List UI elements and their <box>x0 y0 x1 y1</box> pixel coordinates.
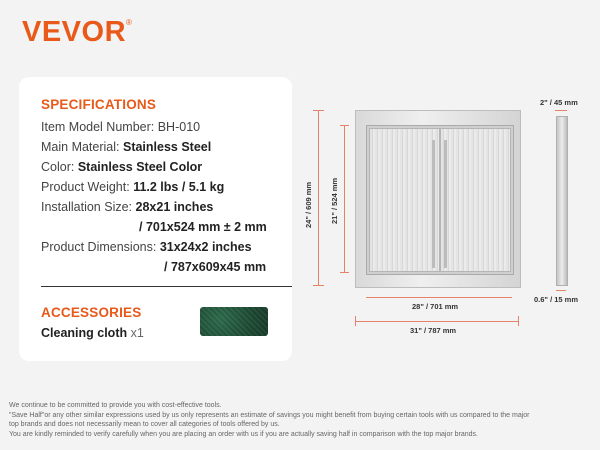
height-inner-tick-top <box>340 125 349 126</box>
disclaimer-line-2: "Save Half"or any other similar expressions used by us only represents an estimate of savings you might benefit from buying certain tools with us compared to the major <box>9 411 530 419</box>
brand-name: VEVOR <box>22 16 127 48</box>
width-outer-line <box>355 321 519 322</box>
door-panel-right <box>440 128 511 272</box>
install-value: 28x21 inches <box>135 200 214 214</box>
accessory-qty: x1 <box>130 326 144 340</box>
dim-depth: 2" / 45 mm <box>540 98 578 107</box>
height-inner-line <box>344 125 345 273</box>
cleaning-cloth-image <box>200 307 268 336</box>
spec-color <box>41 160 202 174</box>
accessory-name: Cleaning cloth <box>41 326 128 340</box>
width-outer-tick-left <box>355 316 356 326</box>
dim-height-inner: 21" / 524 mm <box>330 177 339 224</box>
spec-material <box>41 140 211 154</box>
disclaimer-line-3: top brands and does not necessarily mean to cover all categories of tools offered by us. <box>9 421 280 428</box>
dims-label: Product Dimensions: <box>41 240 157 254</box>
weight-value: 11.2 lbs / 5.1 kg <box>133 180 225 194</box>
door-handle-right <box>444 140 447 268</box>
color-value: Stainless Steel Color <box>77 160 203 174</box>
side-profile <box>556 116 568 286</box>
section-divider <box>41 286 292 287</box>
width-inner-line <box>366 297 512 298</box>
door-panel-left <box>369 128 440 272</box>
dim-flange: 0.6" / 15 mm <box>534 295 578 304</box>
accessories-title: ACCESSORIES <box>41 305 142 320</box>
model-label: Item Model Number: <box>41 120 155 134</box>
dim-width-outer: 31" / 787 mm <box>410 326 457 335</box>
brand-logo <box>22 16 132 49</box>
material-value: Stainless Steel <box>122 140 212 154</box>
depth-line <box>555 110 567 111</box>
height-outer-tick-bottom <box>313 285 324 286</box>
dim-height-outer: 24" / 609 mm <box>304 181 313 228</box>
install-label: Installation Size: <box>41 200 133 214</box>
disclaimer <box>9 401 591 439</box>
color-label: Color: <box>41 160 75 174</box>
height-inner-tick-bottom <box>340 272 349 273</box>
registered-mark: ® <box>126 18 133 27</box>
spec-model <box>41 120 200 134</box>
spec-weight <box>41 180 224 194</box>
model-value: BH-010 <box>157 120 201 134</box>
door-handle-left <box>432 140 435 268</box>
width-outer-tick-right <box>518 316 519 326</box>
spec-card <box>19 77 292 361</box>
height-outer-line <box>318 110 319 286</box>
install-value-metric: / 701x524 mm ± 2 mm <box>139 220 267 234</box>
dims-value-metric: / 787x609x45 mm <box>164 260 267 274</box>
material-label: Main Material: <box>41 140 120 154</box>
flange-line <box>556 290 566 291</box>
dims-value: 31x24x2 inches <box>159 240 252 254</box>
disclaimer-line-1: We continue to be committed to provide you with cost-effective tools. <box>9 402 222 409</box>
disclaimer-line-4: You are kindly reminded to verify carefully when you are placing an order with us if you are actually saving half in comparison with the top major brands. <box>9 430 478 438</box>
dim-width-inner: 28" / 701 mm <box>412 302 459 311</box>
specifications-title: SPECIFICATIONS <box>41 97 157 112</box>
spec-dimensions <box>41 240 252 254</box>
height-outer-tick-top <box>313 110 324 111</box>
weight-label: Product Weight: <box>41 180 130 194</box>
spec-install <box>41 200 213 214</box>
accessory-item <box>41 326 144 340</box>
